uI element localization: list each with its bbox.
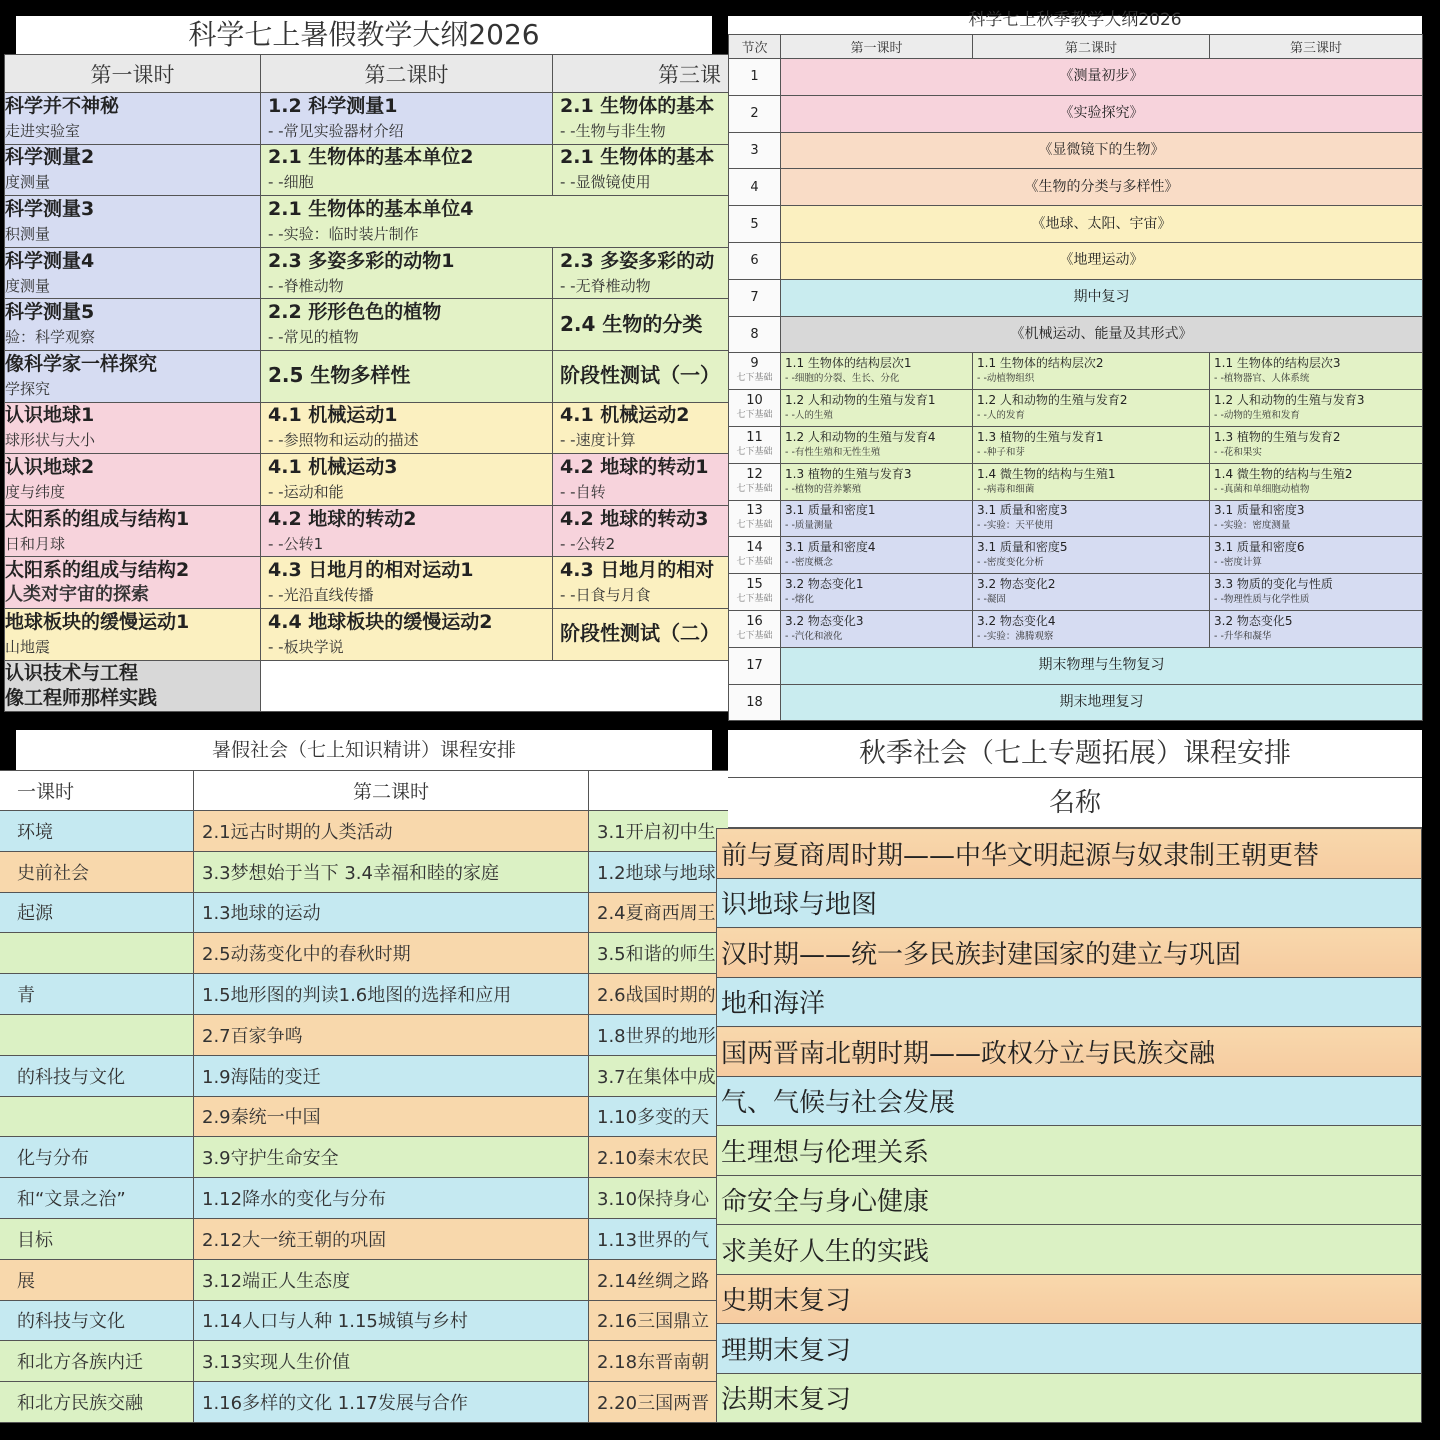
table-cell: 2.4 生物的分类 bbox=[553, 299, 895, 351]
table-cell: 2.1 生物体的基本单位4 - -实验：临时装片制作 bbox=[261, 196, 895, 248]
table-row bbox=[717, 878, 1422, 928]
course-name-cell: 汉时期——统一多民族封建国家的建立与巩固 bbox=[717, 928, 1422, 978]
table-row bbox=[729, 647, 1423, 684]
social-autumn-title: 秋季社会（七上专题拓展）课程安排 bbox=[728, 730, 1422, 778]
table-row bbox=[729, 574, 1423, 611]
table-row bbox=[729, 132, 1423, 169]
table-cell: 起源 bbox=[0, 892, 194, 933]
table-cell: 3.2 物态变化3 - -汽化和液化 bbox=[781, 610, 973, 647]
table-cell: 1.12降水的变化与分布 bbox=[194, 1178, 589, 1219]
merged-cell: 《机械运动、能量及其形式》 bbox=[781, 316, 1423, 353]
table-cell: 2.3 多姿多彩的动 - -无脊椎动物 bbox=[553, 247, 895, 299]
header-cell: 第二课时 bbox=[973, 35, 1210, 59]
table-row bbox=[717, 1076, 1422, 1126]
table-cell: 3.1 质量和密度3 - -实验：天平使用 bbox=[973, 500, 1210, 537]
table-cell: 2.5动荡变化中的春秋时期 bbox=[194, 933, 589, 974]
table-cell: 3.9守护生命安全 bbox=[194, 1137, 589, 1178]
table-cell: 4.2 地球的转动3 - -公转2 bbox=[553, 505, 895, 557]
table-cell: 太阳系的组成与结构1 日和月球 bbox=[5, 505, 261, 557]
merged-cell: 《显微镜下的生物》 bbox=[781, 132, 1423, 169]
table-cell: 科学测量3 积测量 bbox=[5, 196, 261, 248]
science-autumn-panel bbox=[728, 10, 1422, 710]
table-cell: 认识地球1 球形状与大小 bbox=[5, 402, 261, 454]
table-row bbox=[729, 206, 1423, 243]
course-name-cell: 前与夏商周时期——中华文明起源与奴隶制王朝更替 bbox=[717, 829, 1422, 879]
lesson-number: 16 七下基础 bbox=[729, 610, 781, 647]
table-cell: 2.14丝绸之路 bbox=[589, 1259, 867, 1300]
merged-cell: 《测量初步》 bbox=[781, 59, 1423, 96]
lesson-number: 6 bbox=[729, 242, 781, 279]
table-cell: 2.2 形形色色的植物 - -常见的植物 bbox=[261, 299, 553, 351]
merged-cell: 《地球、太阳、宇宙》 bbox=[781, 206, 1423, 243]
table-cell: 1.9海陆的变迁 bbox=[194, 1055, 589, 1096]
course-name-cell: 史期末复习 bbox=[717, 1274, 1422, 1324]
table-cell: 2.12大一统王朝的巩固 bbox=[194, 1218, 589, 1259]
social-autumn-body bbox=[717, 829, 1422, 1423]
table-cell: 1.1 生物体的结构层次2 - -动植物组织 bbox=[973, 353, 1210, 390]
table-row bbox=[729, 426, 1423, 463]
table-header-row bbox=[729, 35, 1423, 59]
table-cell: 1.1 生物体的结构层次3 - -植物器官、人体系统 bbox=[1210, 353, 1423, 390]
lesson-number: 10 七下基础 bbox=[729, 390, 781, 427]
table-row bbox=[729, 59, 1423, 96]
table-cell: 2.1远古时期的人类活动 bbox=[194, 811, 589, 852]
merged-cell: 期末地理复习 bbox=[781, 684, 1423, 721]
science-autumn-title: 科学七上秋季教学大纲2026 bbox=[968, 10, 1182, 30]
table-cell: 3.1 质量和密度4 - -密度概念 bbox=[781, 537, 973, 574]
science-summer-panel bbox=[5, 16, 721, 710]
merged-cell: 《生物的分类与多样性》 bbox=[781, 169, 1423, 206]
course-name-cell: 法期末复习 bbox=[717, 1373, 1422, 1423]
course-name-cell: 地和海洋 bbox=[717, 977, 1422, 1027]
table-row bbox=[729, 242, 1423, 279]
table-cell: 1.2 人和动物的生殖与发育1 - -人的生殖 bbox=[781, 390, 973, 427]
table-row bbox=[717, 1274, 1422, 1324]
table-cell: 3.3 物质的变化与性质 - -物理性质与化学性质 bbox=[1210, 574, 1423, 611]
table-cell: 4.1 机械运动2 - -速度计算 bbox=[553, 402, 895, 454]
table-cell: 1.3地球的运动 bbox=[194, 892, 589, 933]
table-cell: 和北方民族交融 bbox=[0, 1382, 194, 1423]
table-cell: 3.5和谐的师生 bbox=[589, 933, 867, 974]
lesson-number: 13 七下基础 bbox=[729, 500, 781, 537]
lesson-number: 14 七下基础 bbox=[729, 537, 781, 574]
table-cell: 3.3梦想始于当下 3.4幸福和睦的家庭 bbox=[194, 851, 589, 892]
table-cell: 2.1 生物体的基本 - -显微镜使用 bbox=[553, 144, 895, 196]
table-cell: 1.2 人和动物的生殖与发育2 - -人的发育 bbox=[973, 390, 1210, 427]
course-name-cell: 国两晋南北朝时期——政权分立与民族交融 bbox=[717, 1027, 1422, 1077]
table-row bbox=[729, 279, 1423, 316]
table-cell: 4.1 机械运动1 - -参照物和运动的描述 bbox=[261, 402, 553, 454]
table-cell: 1.3 植物的生殖与发育2 - -花和果实 bbox=[1210, 426, 1423, 463]
table-cell: 1.5地形图的判读1.6地图的选择和应用 bbox=[194, 974, 589, 1015]
table-cell: 科学并不神秘 走进实验室 bbox=[5, 93, 261, 145]
table-cell: 4.3 日地月的相对 - -日食与月食 bbox=[553, 557, 895, 609]
table-cell: 1.10多变的天 bbox=[589, 1096, 867, 1137]
header-cell: 第三课 bbox=[553, 55, 895, 93]
table-cell: 4.2 地球的转动2 - -公转1 bbox=[261, 505, 553, 557]
table-cell: 3.2 物态变化5 - -升华和凝华 bbox=[1210, 610, 1423, 647]
header-cell: 第二课时 bbox=[194, 771, 589, 811]
table-cell: 1.3 植物的生殖与发育1 - -种子和芽 bbox=[973, 426, 1210, 463]
table-row bbox=[717, 1373, 1422, 1423]
table-cell: 1.1 生物体的结构层次1 - -细胞的分裂、生长、分化 bbox=[781, 353, 973, 390]
table-row bbox=[729, 500, 1423, 537]
lesson-number: 4 bbox=[729, 169, 781, 206]
table-row bbox=[729, 95, 1423, 132]
header-cell: 第二课时 bbox=[261, 55, 553, 93]
table-cell: 太阳系的组成与结构2 人类对宇宙的探索 bbox=[5, 557, 261, 609]
lesson-number: 12 七下基础 bbox=[729, 463, 781, 500]
science-summer-title: 科学七上暑假教学大纲2026 bbox=[188, 18, 540, 51]
table-row bbox=[717, 829, 1422, 879]
table-cell: 3.2 物态变化4 - -实验：沸腾观察 bbox=[973, 610, 1210, 647]
lesson-number: 2 bbox=[729, 95, 781, 132]
header-cell: 第一课时 bbox=[781, 35, 973, 59]
table-row bbox=[729, 390, 1423, 427]
social-summer-panel bbox=[16, 730, 716, 1422]
table-cell: 1.8世界的地形 bbox=[589, 1014, 867, 1055]
table-cell: 科学测量2 度测量 bbox=[5, 144, 261, 196]
table-cell: 3.2 物态变化2 - -凝固 bbox=[973, 574, 1210, 611]
table-cell: 4.2 地球的转动1 - -自转 bbox=[553, 454, 895, 506]
table-cell: 2.9秦统一中国 bbox=[194, 1096, 589, 1137]
table-cell: 4.4 地球板块的缓慢运动2 - -板块学说 bbox=[261, 608, 553, 660]
table-cell: 阶段性测试（二） bbox=[553, 608, 895, 660]
table-cell: 2.3 多姿多彩的动物1 - -脊椎动物 bbox=[261, 247, 553, 299]
table-row bbox=[717, 1175, 1422, 1225]
table-cell: 2.1 生物体的基本 - -生物与非生物 bbox=[553, 93, 895, 145]
table-cell: 的科技与文化 bbox=[0, 1300, 194, 1341]
table-cell: 2.18东晋南朝 bbox=[589, 1341, 867, 1382]
table-cell: 科学测量5 验：科学观察 bbox=[5, 299, 261, 351]
table-cell: 1.4 微生物的结构与生殖1 - -病毒和细菌 bbox=[973, 463, 1210, 500]
table-cell: 像科学家一样探究 学探究 bbox=[5, 350, 261, 402]
header-cell: 一课时 bbox=[0, 771, 194, 811]
merged-cell: 《地理运动》 bbox=[781, 242, 1423, 279]
table-cell: 2.6战国时期的 bbox=[589, 974, 867, 1015]
table-cell: 3.1 质量和密度1 - -质量测量 bbox=[781, 500, 973, 537]
table-cell: 认识技术与工程 像工程师那样实践 bbox=[5, 660, 261, 712]
merged-cell: 《实验探究》 bbox=[781, 95, 1423, 132]
course-name-cell: 识地球与地图 bbox=[717, 878, 1422, 928]
table-row bbox=[729, 684, 1423, 721]
merged-cell: 期末物理与生物复习 bbox=[781, 647, 1423, 684]
lesson-number: 8 bbox=[729, 316, 781, 353]
table-row bbox=[717, 1027, 1422, 1077]
table-cell: 2.20三国两晋 bbox=[589, 1382, 867, 1423]
table-cell: 1.2 科学测量1 - -常见实验器材介绍 bbox=[261, 93, 553, 145]
table-cell bbox=[0, 1096, 194, 1137]
header-cell: 第三课时 bbox=[1210, 35, 1423, 59]
course-name-cell: 气、气候与社会发展 bbox=[717, 1076, 1422, 1126]
table-cell: 3.1 质量和密度3 - -实验：密度测量 bbox=[1210, 500, 1423, 537]
table-cell: 4.3 日地月的相对运动1 - -光沿直线传播 bbox=[261, 557, 553, 609]
social-autumn-header: 名称 bbox=[728, 778, 1422, 828]
course-name-cell: 求美好人生的实践 bbox=[717, 1225, 1422, 1275]
header-cell: 第一课时 bbox=[5, 55, 261, 93]
header-cell: 节次 bbox=[729, 35, 781, 59]
table-cell: 2.10秦末农民 bbox=[589, 1137, 867, 1178]
lesson-number: 3 bbox=[729, 132, 781, 169]
social-autumn-table bbox=[716, 828, 1422, 1423]
table-cell bbox=[0, 1014, 194, 1055]
lesson-number: 1 bbox=[729, 59, 781, 96]
table-row bbox=[729, 316, 1423, 353]
table-row bbox=[729, 353, 1423, 390]
table-cell: 2.4夏商西周王 bbox=[589, 892, 867, 933]
table-cell: 2.1 生物体的基本单位2 - -细胞 bbox=[261, 144, 553, 196]
table-cell: 1.2 人和动物的生殖与发育4 - -有性生殖和无性生殖 bbox=[781, 426, 973, 463]
table-cell: 3.1 质量和密度5 - -密度变化分析 bbox=[973, 537, 1210, 574]
table-row bbox=[729, 463, 1423, 500]
table-cell: 环境 bbox=[0, 811, 194, 852]
table-cell: 科学测量4 度测量 bbox=[5, 247, 261, 299]
table-cell: 2.16三国鼎立 bbox=[589, 1300, 867, 1341]
lesson-number: 18 bbox=[729, 684, 781, 721]
science-autumn-table bbox=[728, 34, 1423, 721]
table-cell: 的科技与文化 bbox=[0, 1055, 194, 1096]
table-cell: 1.14人口与人种 1.15城镇与乡村 bbox=[194, 1300, 589, 1341]
table-row bbox=[717, 977, 1422, 1027]
table-row bbox=[717, 1225, 1422, 1275]
social-summer-title: 暑假社会（七上知识精讲）课程安排 bbox=[211, 739, 516, 761]
table-row bbox=[729, 537, 1423, 574]
table-row bbox=[717, 928, 1422, 978]
table-cell: 展 bbox=[0, 1259, 194, 1300]
lesson-number: 7 bbox=[729, 279, 781, 316]
course-name-cell: 生理想与伦理关系 bbox=[717, 1126, 1422, 1176]
table-cell: 4.1 机械运动3 - -运动和能 bbox=[261, 454, 553, 506]
table-cell: 青 bbox=[0, 974, 194, 1015]
table-row bbox=[717, 1324, 1422, 1374]
table-cell: 3.12端正人生态度 bbox=[194, 1259, 589, 1300]
table-cell: 3.1 质量和密度6 - -密度计算 bbox=[1210, 537, 1423, 574]
table-cell: 化与分布 bbox=[0, 1137, 194, 1178]
lesson-number: 11 七下基础 bbox=[729, 426, 781, 463]
table-cell: 1.4 微生物的结构与生殖2 - -真菌和单细胞动植物 bbox=[1210, 463, 1423, 500]
course-name-cell: 理期末复习 bbox=[717, 1324, 1422, 1374]
course-name-cell: 命安全与身心健康 bbox=[717, 1175, 1422, 1225]
table-cell: 2.7百家争鸣 bbox=[194, 1014, 589, 1055]
lesson-number: 15 七下基础 bbox=[729, 574, 781, 611]
table-cell: 和北方各族内迁 bbox=[0, 1341, 194, 1382]
social-autumn-panel bbox=[721, 730, 1422, 1422]
table-cell: 3.13实现人生价值 bbox=[194, 1341, 589, 1382]
table-cell: 3.2 物态变化1 - -熔化 bbox=[781, 574, 973, 611]
table-cell: 3.1开启初中生 bbox=[589, 811, 867, 852]
lesson-number: 9 七下基础 bbox=[729, 353, 781, 390]
table-cell: 3.7在集体中成 bbox=[589, 1055, 867, 1096]
table-row bbox=[729, 610, 1423, 647]
table-cell bbox=[0, 933, 194, 974]
table-cell: 目标 bbox=[0, 1218, 194, 1259]
table-cell: 2.5 生物多样性 bbox=[261, 350, 553, 402]
table-cell: 1.2 人和动物的生殖与发育3 - -动物的生殖和发育 bbox=[1210, 390, 1423, 427]
table-cell: 1.13世界的气 bbox=[589, 1218, 867, 1259]
lesson-number: 5 bbox=[729, 206, 781, 243]
table-cell: 地球板块的缓慢运动1 山地震 bbox=[5, 608, 261, 660]
table-cell: 3.10保持身心 bbox=[589, 1178, 867, 1219]
merged-cell: 期中复习 bbox=[781, 279, 1423, 316]
table-cell: 认识地球2 度与纬度 bbox=[5, 454, 261, 506]
lesson-number: 17 bbox=[729, 647, 781, 684]
table-cell: 1.2地球与地球 bbox=[589, 851, 867, 892]
table-cell: 和“文景之治” bbox=[0, 1178, 194, 1219]
table-row bbox=[717, 1126, 1422, 1176]
table-row bbox=[729, 169, 1423, 206]
table-cell: 1.3 植物的生殖与发育3 - -植物的营养繁殖 bbox=[781, 463, 973, 500]
table-cell: 阶段性测试（一） bbox=[553, 350, 895, 402]
table-cell: 1.16多样的文化 1.17发展与合作 bbox=[194, 1382, 589, 1423]
table-cell: 史前社会 bbox=[0, 851, 194, 892]
